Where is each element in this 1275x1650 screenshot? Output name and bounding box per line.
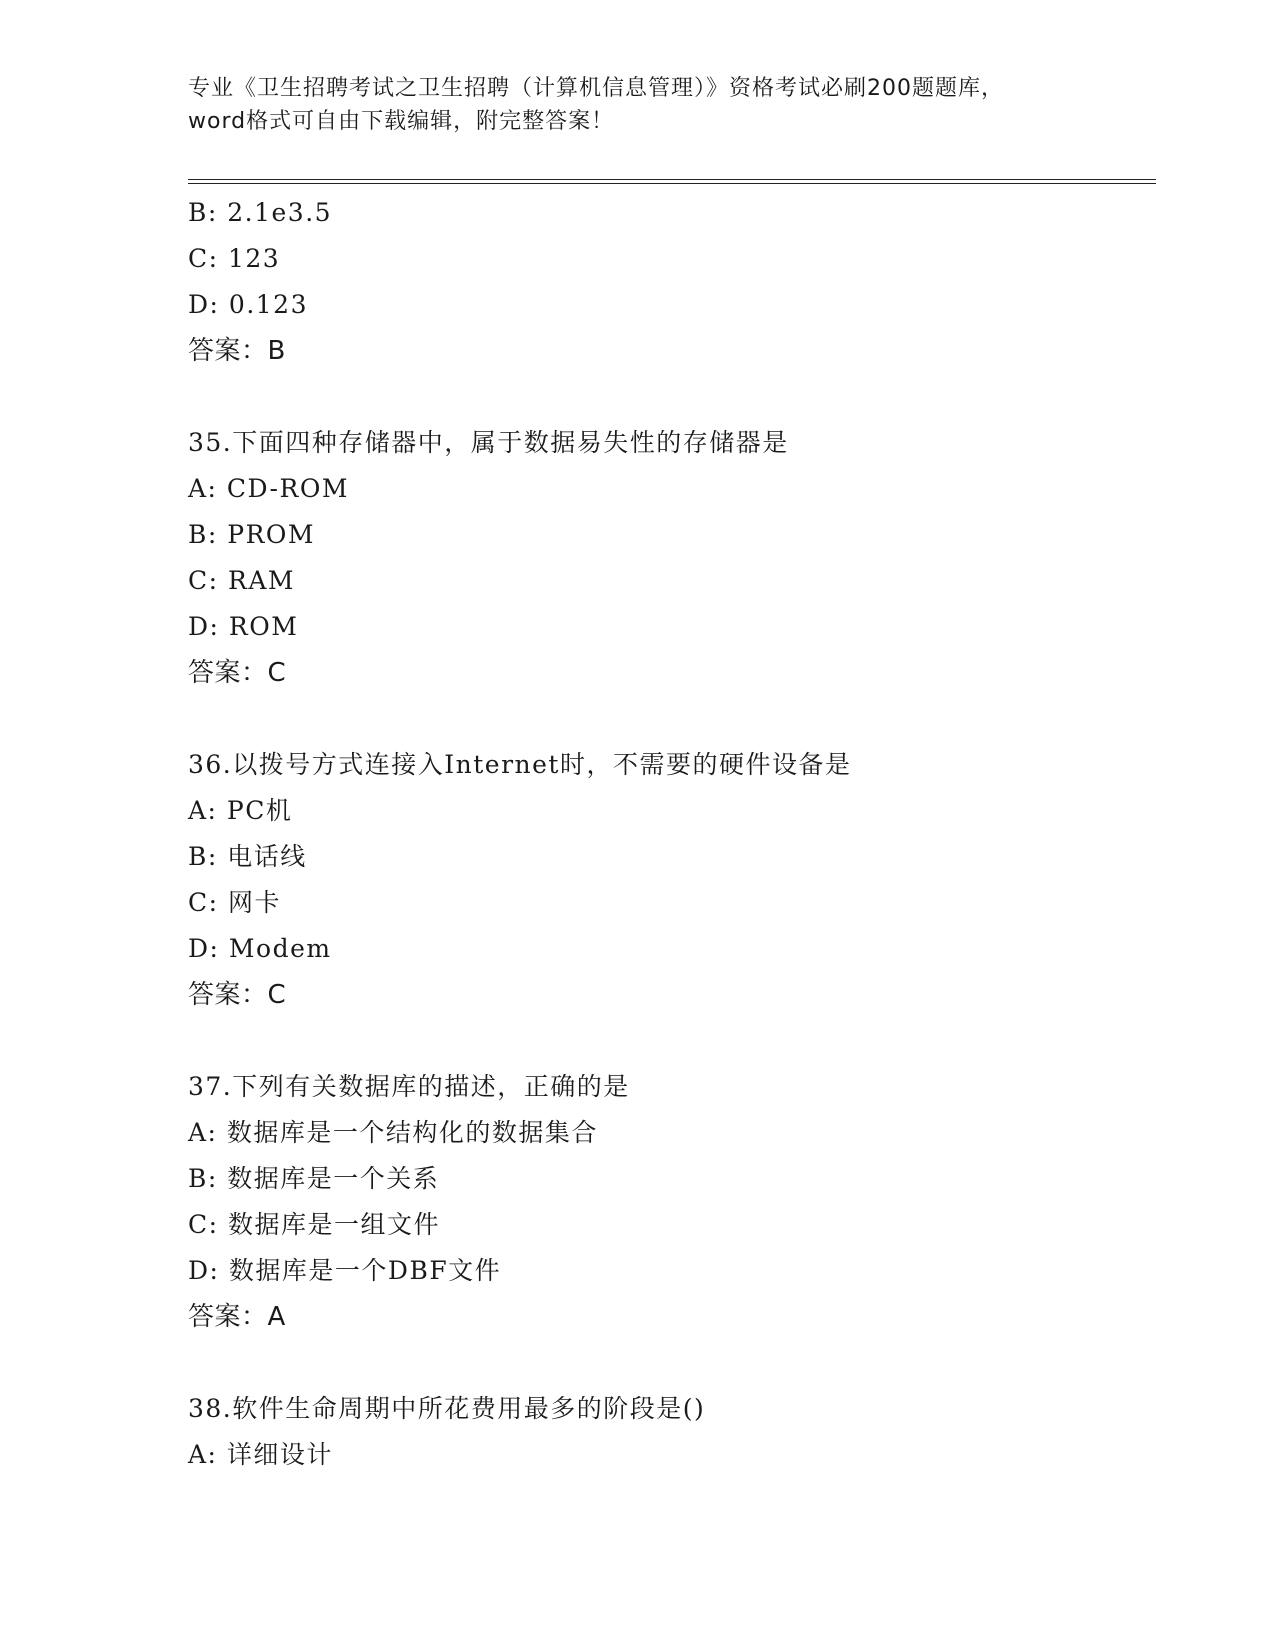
question-35 bbox=[188, 420, 1148, 696]
option-c: C: 数据库是一组文件 bbox=[188, 1210, 440, 1239]
option-a: A: 详细设计 bbox=[188, 1440, 333, 1469]
header-divider-bottom bbox=[188, 183, 1156, 184]
header-divider-top bbox=[188, 179, 1156, 180]
spacer bbox=[188, 696, 1148, 742]
question-list bbox=[188, 190, 1148, 1478]
answer-line: 答案：C bbox=[188, 658, 287, 688]
option-a: A: CD-ROM bbox=[188, 474, 349, 503]
header-title-line-1: 专业《卫生招聘考试之卫生招聘（计算机信息管理）》资格考试必刷200题题库， bbox=[188, 76, 1004, 101]
spacer bbox=[188, 1340, 1148, 1386]
question-37 bbox=[188, 1064, 1148, 1340]
option-b: B: 数据库是一个关系 bbox=[188, 1164, 440, 1193]
answer-line: 答案：A bbox=[188, 1302, 286, 1332]
option-b: B: PROM bbox=[188, 520, 315, 549]
question-stem: 38.软件生命周期中所花费用最多的阶段是() bbox=[188, 1394, 706, 1423]
question-stem: 36.以拨号方式连接入Internet时，不需要的硬件设备是 bbox=[188, 750, 852, 779]
option-a: A: 数据库是一个结构化的数据集合 bbox=[188, 1118, 598, 1147]
answer-line: 答案：B bbox=[188, 336, 286, 366]
document-header bbox=[188, 72, 1088, 138]
question-stem: 37.下列有关数据库的描述，正确的是 bbox=[188, 1072, 630, 1101]
question-38 bbox=[188, 1386, 1148, 1478]
option-c: C: RAM bbox=[188, 566, 295, 595]
option-d: D: 数据库是一个DBF文件 bbox=[188, 1256, 502, 1285]
option-b: B: 2.1e3.5 bbox=[188, 198, 333, 227]
option-a: A: PC机 bbox=[188, 796, 293, 825]
answer-line: 答案：C bbox=[188, 980, 287, 1010]
option-d: D: Modem bbox=[188, 934, 332, 963]
option-b: B: 电话线 bbox=[188, 842, 307, 871]
question-34-continuation bbox=[188, 190, 1148, 374]
question-36 bbox=[188, 742, 1148, 1018]
question-stem: 35.下面四种存储器中，属于数据易失性的存储器是 bbox=[188, 428, 789, 457]
header-title-line-2: word格式可自由下载编辑，附完整答案！ bbox=[188, 109, 615, 134]
option-d: D: ROM bbox=[188, 612, 299, 641]
option-c: C: 网卡 bbox=[188, 888, 281, 917]
spacer bbox=[188, 1018, 1148, 1064]
option-c: C: 123 bbox=[188, 244, 281, 273]
option-d: D: 0.123 bbox=[188, 290, 308, 319]
spacer bbox=[188, 374, 1148, 420]
